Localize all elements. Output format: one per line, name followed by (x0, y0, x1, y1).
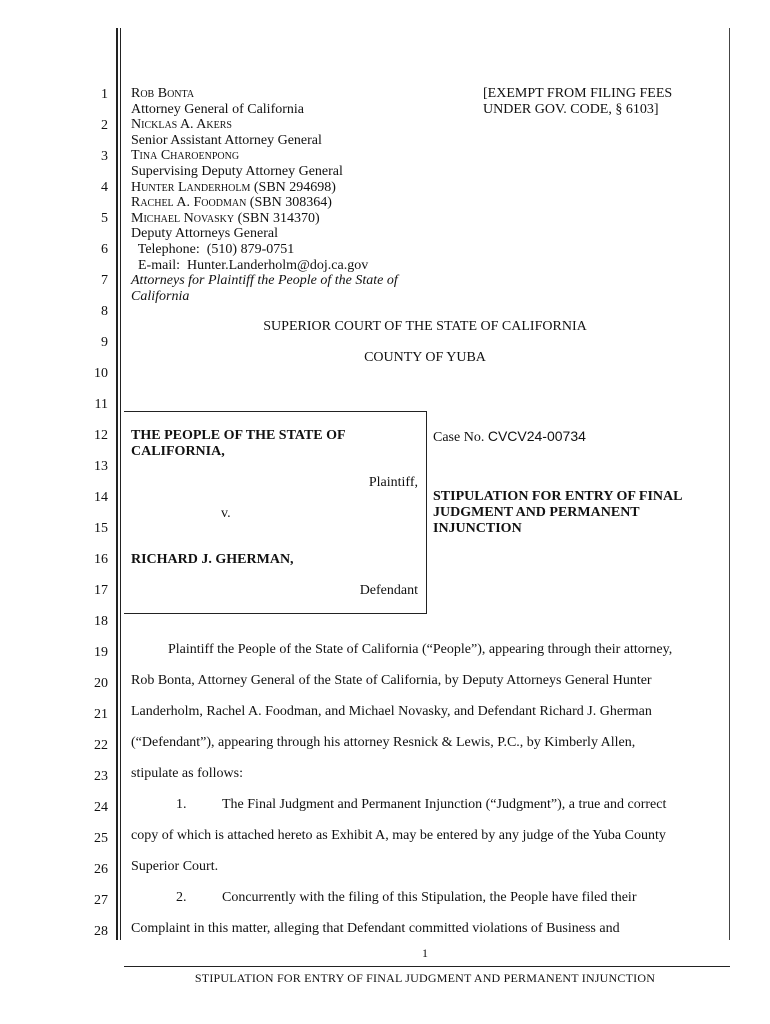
counsel-line: Nicklas A. Akers (131, 117, 232, 133)
line-number: 7 (101, 273, 108, 288)
document-title (433, 489, 682, 537)
counsel-line: Rob Bonta (131, 86, 195, 101)
court-county: COUNTY OF YUBA (364, 350, 486, 365)
left-margin-rule-inner (120, 28, 121, 940)
line-number: 24 (94, 800, 108, 815)
line-number: 3 (101, 149, 108, 164)
counsel-line: Attorney General of California (131, 101, 304, 117)
counsel-line: Attorneys for Plaintiff the People of the State of (131, 273, 398, 289)
versus: v. (221, 506, 231, 521)
title-line: STIPULATION FOR ENTRY OF FINAL (433, 489, 683, 504)
title-line: JUDGMENT AND PERMANENT (433, 505, 640, 520)
court-name: SUPERIOR COURT OF THE STATE OF CALIFORNIA (263, 319, 587, 334)
line-number: 23 (94, 769, 108, 784)
body-line: Plaintiff the People of the State of California (“People”), appearing through their attorney, (168, 642, 673, 657)
line-number: 13 (94, 459, 108, 474)
body-line: copy of which is attached hereto as Exhibit A, may be entered by any judge of the Yuba County (131, 828, 666, 843)
counsel-line: Supervising Deputy Attorney General (131, 163, 343, 179)
body-line: Complaint in this matter, alleging that Defendant committed violations of Business and (131, 921, 620, 936)
line-number: 11 (94, 397, 108, 412)
line-number: 10 (94, 366, 108, 381)
exempt-notice (483, 86, 672, 117)
body-line: Rob Bonta, Attorney General of the State of California, by Deputy Attorneys General Hunter (131, 673, 652, 688)
exempt-line: [EXEMPT FROM FILING FEES (483, 86, 673, 101)
line-number: 17 (94, 583, 108, 598)
counsel-email: E-mail: Hunter.Landerholm@doj.ca.gov (131, 257, 369, 273)
plaintiff-line: THE PEOPLE OF THE STATE OF (131, 428, 346, 443)
counsel-phone: Telephone: (510) 879-0751 (131, 241, 295, 257)
plaintiff-line: CALIFORNIA, (131, 444, 225, 459)
line-number: 18 (94, 614, 108, 629)
case-number-value: CVCV24-00734 (487, 428, 586, 444)
defendant-role: Defendant (359, 583, 418, 598)
line-number: 19 (94, 645, 108, 660)
counsel-line: Tina Charoenpong (131, 148, 240, 164)
title-line: INJUNCTION (433, 521, 522, 536)
line-number: 9 (101, 335, 108, 350)
counsel-line: Deputy Attorneys General (131, 226, 278, 242)
line-number: 4 (101, 180, 108, 195)
counsel-line: Rachel A. Foodman (SBN 308364) (131, 195, 332, 211)
line-number: 5 (101, 211, 108, 226)
counsel-line: California (131, 288, 190, 304)
body-line: (“Defendant”), appearing through his attorney Resnick & Lewis, P.C., by Kimberly Allen, (131, 735, 636, 750)
line-number: 20 (94, 676, 108, 691)
footer-rule (124, 966, 730, 967)
line-number: 28 (94, 924, 108, 939)
footer-title: STIPULATION FOR ENTRY OF FINAL JUDGMENT AND PERMANENT INJUNCTION (194, 971, 656, 985)
left-margin-rule (116, 28, 118, 940)
line-number: 25 (94, 831, 108, 846)
paragraph-number: 1. (176, 797, 187, 812)
paragraph-number: 2. (176, 890, 187, 905)
body-line: stipulate as follows: (131, 766, 243, 781)
case-number-label: Case No. (433, 430, 485, 445)
counsel-line: Michael Novasky (SBN 314370) (131, 210, 320, 226)
line-number: 8 (101, 304, 108, 319)
line-number: 6 (101, 242, 108, 257)
right-margin-rule (729, 28, 730, 940)
line-number: 2 (101, 118, 108, 133)
line-number: 14 (94, 490, 108, 505)
case-number (433, 428, 586, 446)
line-number: 21 (94, 707, 108, 722)
counsel-block (131, 86, 398, 304)
counsel-line: Senior Assistant Attorney General (131, 132, 322, 148)
line-number: 1 (101, 87, 108, 102)
line-number: 22 (94, 738, 108, 753)
caption-defendant: RICHARD J. GHERMAN, (131, 552, 294, 567)
line-number: 12 (94, 428, 108, 443)
exempt-line: UNDER GOV. CODE, § 6103] (483, 101, 659, 117)
line-number: 26 (94, 862, 108, 877)
body-line: Landerholm, Rachel A. Foodman, and Michael Novasky, and Defendant Richard J. Gherman (131, 704, 652, 719)
counsel-line: Hunter Landerholm (SBN 294698) (131, 179, 336, 195)
body-line: Superior Court. (131, 859, 219, 874)
body-line: Concurrently with the filing of this Stipulation, the People have filed their (222, 890, 637, 905)
line-number: 15 (94, 521, 108, 536)
plaintiff-role: Plaintiff, (368, 475, 418, 490)
line-number: 16 (94, 552, 108, 567)
page-number: 1 (422, 946, 428, 960)
line-number: 27 (94, 893, 108, 908)
caption-plaintiff (131, 428, 346, 460)
body-line: The Final Judgment and Permanent Injunction (“Judgment”), a true and correct (222, 797, 667, 812)
